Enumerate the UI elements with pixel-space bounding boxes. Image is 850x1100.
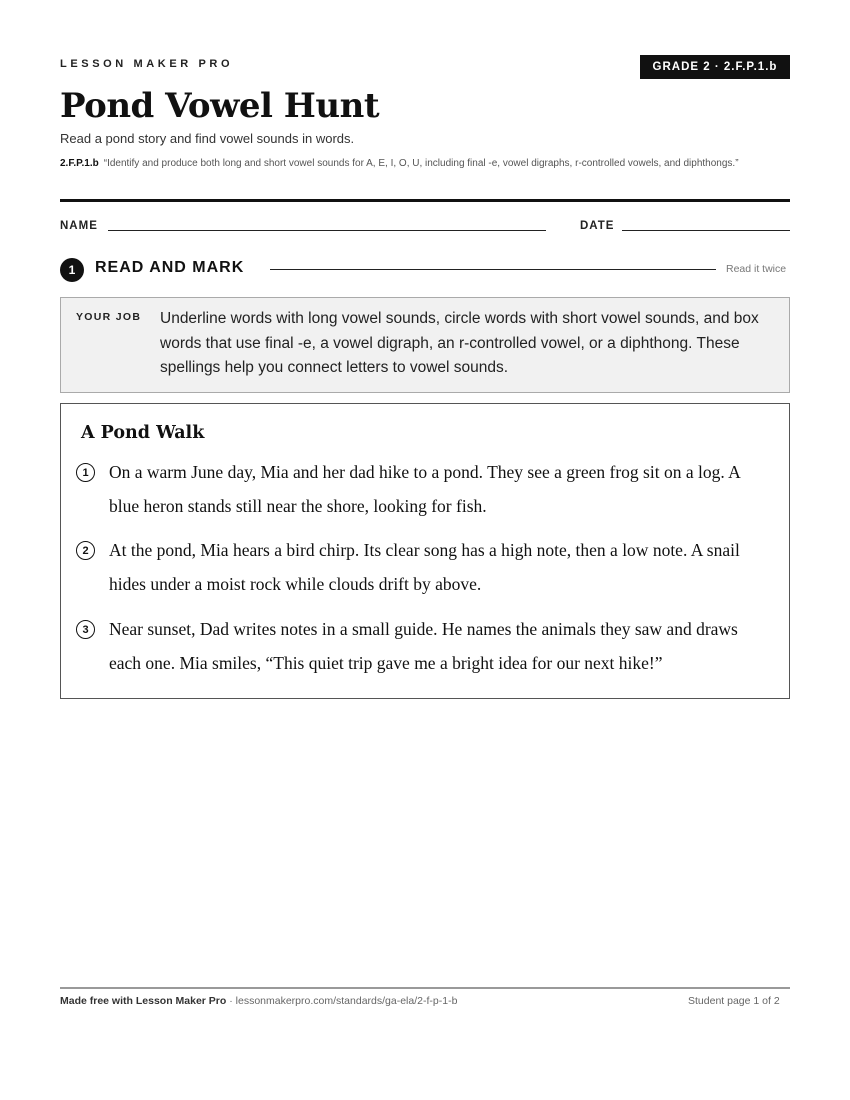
name-label: NAME [60,220,98,232]
page-title: Pond Vowel Hunt [60,86,380,126]
standard-text: “Identify and produce both long and short vowel sounds for A, E, I, O, U, including final -e, vowel digraphs, r-controlled vowels, and diphthongs.” [103,158,739,169]
name-line[interactable] [108,230,546,231]
section-divider [270,269,716,270]
page-subtitle: Read a pond story and find vowel sounds in words. [60,131,355,146]
paragraph-text: At the pond, Mia hears a bird chirp. Its clear song has a high note, then a low note. A snail hides under a moist rock while clouds drift by above. [109,540,740,594]
grade-badge: GRADE 2 · 2.F.P.1.b [640,55,790,79]
brand-label: LESSON MAKER PRO [60,58,234,70]
paragraph-number-icon: 1 [76,463,95,482]
story-title: A Pond Walk [81,423,205,443]
job-instructions-box [60,297,790,393]
section-note: Read it twice [726,263,787,275]
header-divider [60,199,790,202]
footer-divider [60,987,790,989]
paragraph-text: Near sunset, Dad writes notes in a small guide. He names the animals they saw and draws each one. Mia smiles, “This quiet trip gave me a bright idea for our next hike!” [109,619,738,673]
footer-page-number: Student page 1 of 2 [688,995,780,1007]
paragraph-number-icon: 2 [76,541,95,560]
footer-credit [60,995,457,1007]
section-number-badge: 1 [60,258,84,282]
footer-url[interactable]: · lessonmakerpro.com/standards/ga-ela/2-f-p-1-b [226,995,458,1007]
section-title: READ AND MARK [95,259,245,276]
paragraph-number-icon: 3 [76,620,95,639]
job-label: YOUR JOB [76,311,142,323]
paragraph-text: On a warm June day, Mia and her dad hike to a pond. They see a green frog sit on a log. A blue heron stands still near the shore, looking for fish. [109,462,740,516]
date-line[interactable] [622,230,790,231]
footer-made-with: Made free with Lesson Maker Pro [60,995,227,1007]
date-label: DATE [580,220,615,232]
job-text: Underline words with long vowel sounds, circle words with short vowel sounds, and box words that use final -e, a vowel digraph, an r-controlled vowel, or a diphthong. These spellings help you connect letters to vowel sounds. [160,310,759,376]
standard-description [60,156,790,172]
standard-code: 2.F.P.1.b [60,158,99,169]
story-box [60,403,790,699]
